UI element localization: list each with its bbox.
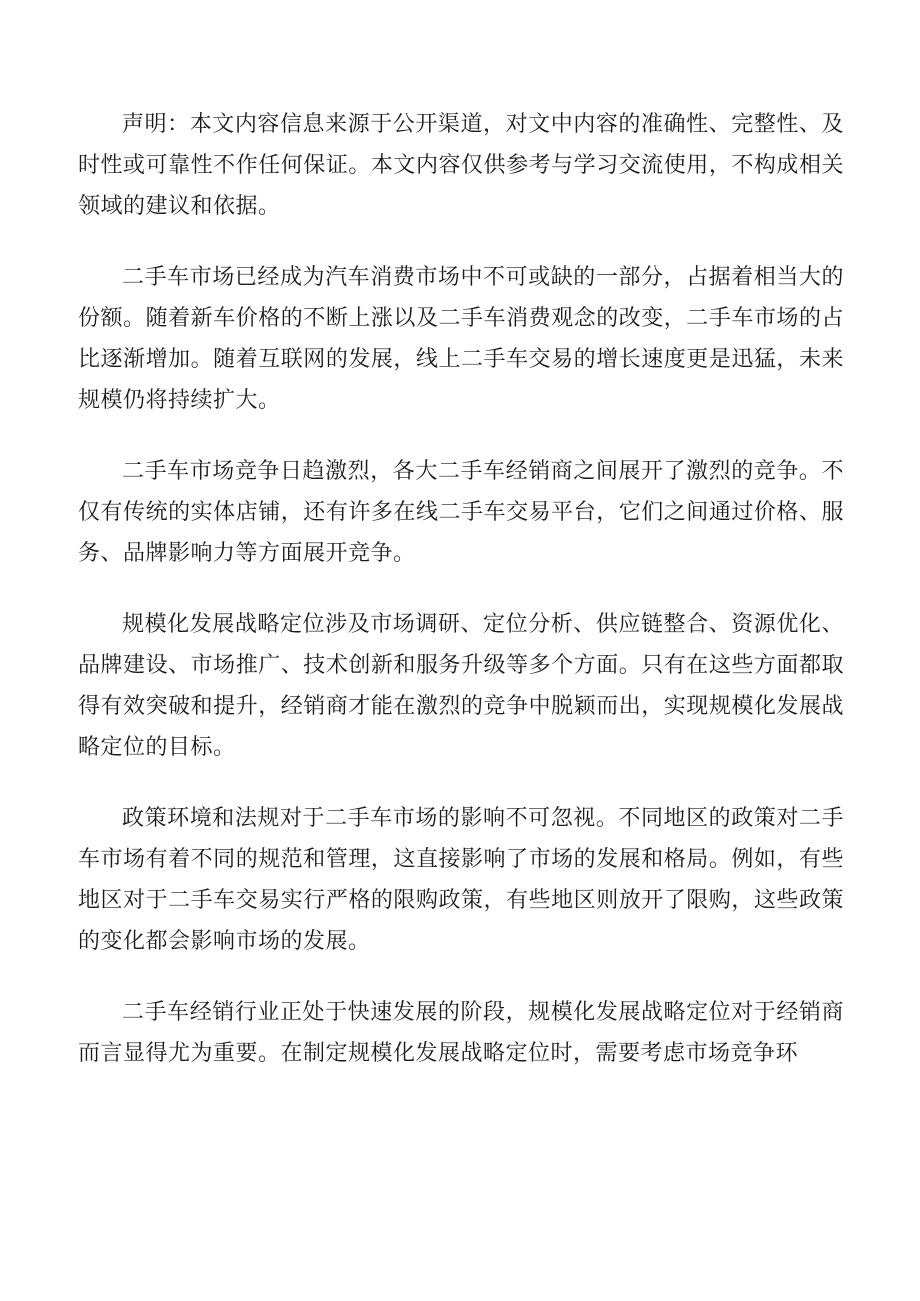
strategy-paragraph: 规模化发展战略定位涉及市场调研、定位分析、供应链整合、资源优化、品牌建设、市场推广、技术创新和服务升级等多个方面。只有在这些方面都取得有效突破和提升，经销商才能在激烈的竞争中脱颖而出，实现规模化发展战略定位的目标。 [78, 612, 844, 760]
disclaimer-paragraph: 声明：本文内容信息来源于公开渠道，对文中内容的准确性、完整性、及时性或可靠性不作任何保证。本文内容仅供参考与学习交流使用，不构成相关领域的建议和依据。 [78, 112, 844, 219]
policy-paragraph: 政策环境和法规对于二手车市场的影响不可忽视。不同地区的政策对二手车市场有着不同的规范和管理，这直接影响了市场的发展和格局。例如，有些地区对于二手车交易实行严格的限购政策，有些地区则放开了限购，这些政策的变化都会影响市场的发展。 [78, 806, 844, 954]
document-body [78, 104, 844, 1104]
competition-paragraph: 二手车市场竞争日趋激烈，各大二手车经销商之间展开了激烈的竞争。不仅有传统的实体店铺，还有许多在线二手车交易平台，它们之间通过价格、服务、品牌影响力等方面展开竞争。 [78, 459, 844, 566]
industry-development-paragraph: 二手车经销行业正处于快速发展的阶段，规模化发展战略定位对于经销商而言显得尤为重要。在制定规模化发展战略定位时，需要考虑市场竞争环 [78, 1000, 844, 1066]
market-share-paragraph: 二手车市场已经成为汽车消费市场中不可或缺的一部分，占据着相当大的份额。随着新车价格的不断上涨以及二手车消费观念的改变，二手车市场的占比逐渐增加。随着互联网的发展，线上二手车交易的增长速度更是迅猛，未来规模仍将持续扩大。 [78, 265, 844, 413]
